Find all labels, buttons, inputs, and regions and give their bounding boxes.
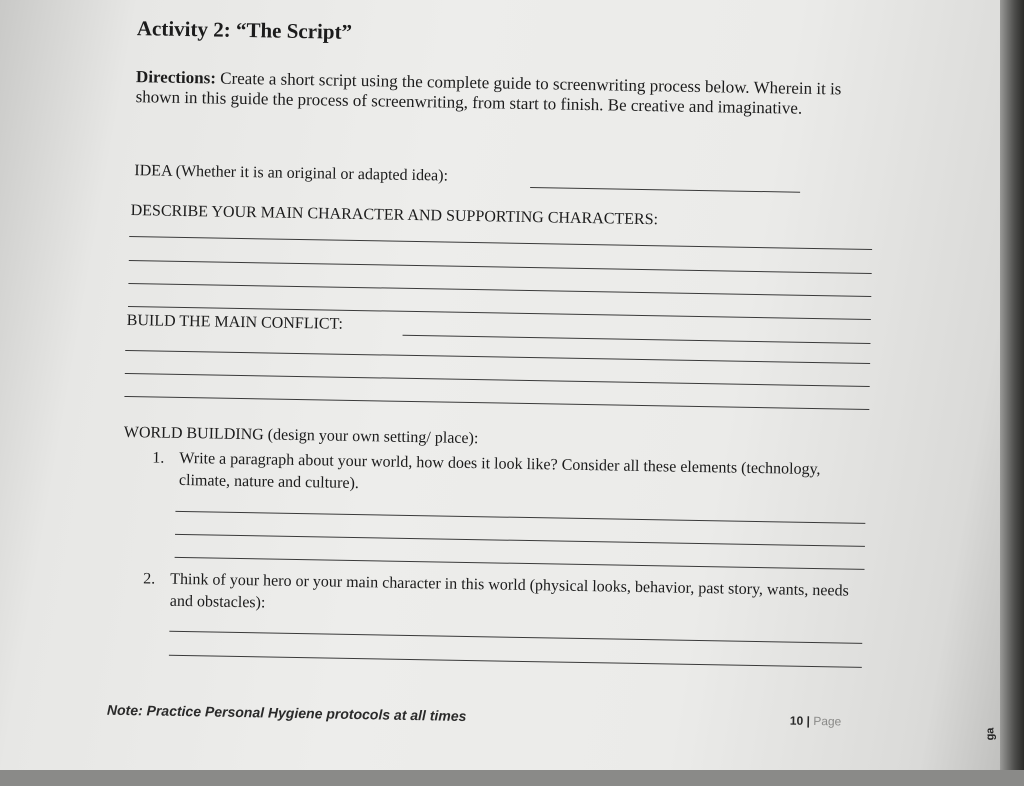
conflict-prompt: BUILD THE MAIN CONFLICT: (126, 311, 344, 333)
edge-text: ga (984, 727, 997, 741)
conflict-answer-line[interactable] (125, 350, 870, 364)
conflict-answer-line[interactable] (125, 373, 870, 387)
directions-label: Directions: (135, 67, 217, 88)
conflict-answer-line[interactable] (124, 396, 869, 410)
page-separator: | (806, 713, 811, 728)
characters-answer-line[interactable] (128, 283, 871, 297)
world-answer-line[interactable] (175, 534, 865, 547)
activity-title (137, 16, 353, 45)
characters-prompt: DESCRIBE YOUR MAIN CHARACTER AND SUPPORTING CHARACTERS: (130, 202, 659, 229)
hero-answer-line[interactable] (169, 655, 862, 668)
hero-item-text: Think of your hero or your main character in this world (physical looks, behavior, past story, wants, needs and obstacles): (169, 570, 849, 612)
idea-answer-line[interactable] (530, 187, 800, 193)
characters-answer-line[interactable] (129, 260, 872, 274)
page-number (790, 714, 842, 729)
page-label: Page (813, 714, 842, 729)
page-number-value: 10 (789, 713, 804, 728)
world-answer-line[interactable] (175, 511, 865, 524)
directions (135, 67, 876, 120)
activity-name: “The Script” (235, 17, 353, 44)
conflict-answer-line[interactable] (403, 335, 871, 344)
hero-answer-line[interactable] (169, 631, 862, 644)
world-answer-line[interactable] (175, 557, 865, 570)
characters-answer-line[interactable] (129, 236, 872, 250)
directions-text: Create a short script using the complete guide to screenwriting process below. Wherein it is shown in this guide the process of screenwriting, from start to finish. Be creative and imaginative. (135, 68, 842, 118)
idea-prompt: IDEA (Whether it is an original or adapted idea): (134, 162, 449, 185)
activity-label: Activity 2: (136, 16, 231, 42)
world-building-prompt: WORLD BUILDING (design your own setting/ place): (123, 423, 479, 448)
world-item-text: Write a paragraph about your world, how does it look like? Consider all these elements (technology, climate, nature and culture). (178, 449, 821, 493)
hero-item-number: 2. (143, 570, 156, 588)
footer-note: Note: Practice Personal Hygiene protocols at all times (106, 701, 467, 724)
world-item-number: 1. (152, 449, 165, 467)
